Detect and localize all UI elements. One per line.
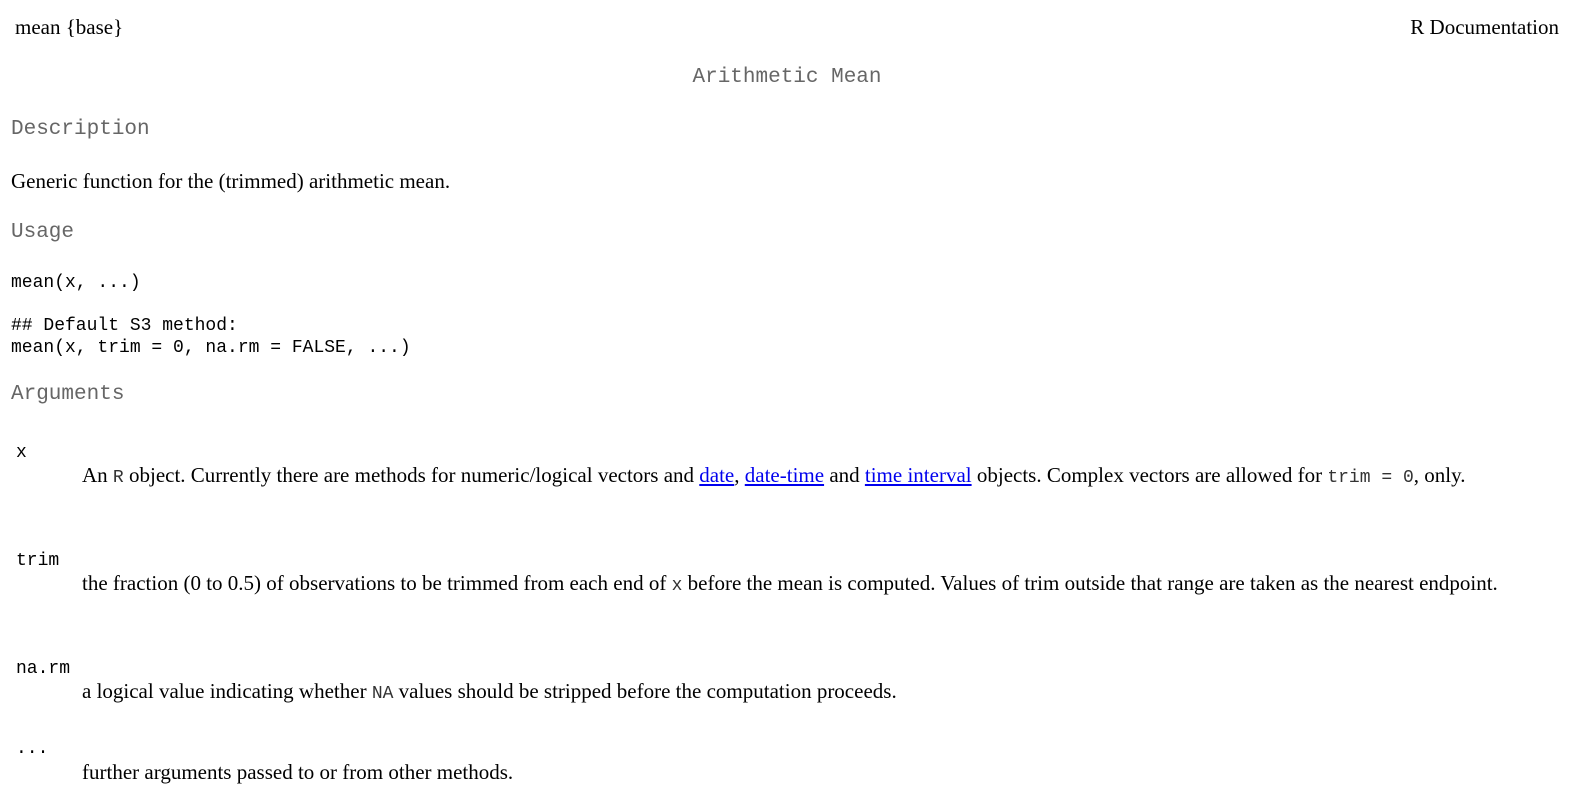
arg-name-na-rm: na.rm — [16, 659, 71, 679]
code-trim-zero: trim = 0 — [1327, 468, 1414, 488]
arg-desc-x — [82, 461, 1562, 492]
arg-x-text-1: An — [82, 463, 113, 487]
arg-trim-text-1: the fraction (0 to 0.5) of observations to be trimmed from each end of — [82, 571, 672, 595]
arg-name-dots: ... — [16, 739, 49, 759]
arg-x-sep-2: and — [824, 463, 865, 487]
arg-name-trim: trim — [16, 551, 60, 571]
arg-x-text-4: , only. — [1413, 463, 1466, 487]
arg-x-text-2: object. Currently there are methods for numeric/logical vectors and — [123, 463, 700, 487]
description-text: Generic function for the (trimmed) arithmetic mean. — [11, 169, 451, 193]
link-date[interactable]: date — [699, 463, 735, 487]
usage-heading: Usage — [11, 221, 75, 244]
arg-desc-trim — [82, 569, 1562, 600]
arg-x-sep-1: , — [734, 463, 745, 487]
doc-label: R Documentation — [1410, 15, 1559, 39]
arg-name-x: x — [16, 443, 27, 463]
topic-label: mean {base} — [15, 15, 124, 39]
usage-line-3: mean(x, trim = 0, na.rm = FALSE, ...) — [11, 338, 411, 358]
arg-na-rm-text-1: a logical value indicating whether — [82, 679, 372, 703]
doc-header — [15, 15, 1559, 43]
arg-na-rm-text-2: values should be stripped before the computation proceeds. — [393, 679, 897, 703]
usage-line-2: ## Default S3 method: — [11, 316, 238, 336]
link-time-interval[interactable]: time interval — [864, 463, 972, 487]
arg-x-text-3: objects. Complex vectors are allowed for — [971, 463, 1328, 487]
code-r: R — [112, 468, 124, 488]
arg-trim-text-2: before the mean is computed. Values of trim outside that range are taken as the nearest endpoint. — [682, 571, 1498, 595]
link-date-time[interactable]: date-time — [744, 463, 825, 487]
description-heading: Description — [11, 118, 150, 141]
arg-desc-na-rm — [82, 677, 1562, 708]
page-title: Arithmetic Mean — [692, 66, 882, 89]
code-x: x — [671, 576, 683, 596]
code-na: NA — [371, 684, 394, 704]
arg-desc-dots: further arguments passed to or from other methods. — [82, 760, 514, 784]
arguments-heading: Arguments — [11, 383, 125, 406]
usage-line-1: mean(x, ...) — [11, 273, 141, 293]
